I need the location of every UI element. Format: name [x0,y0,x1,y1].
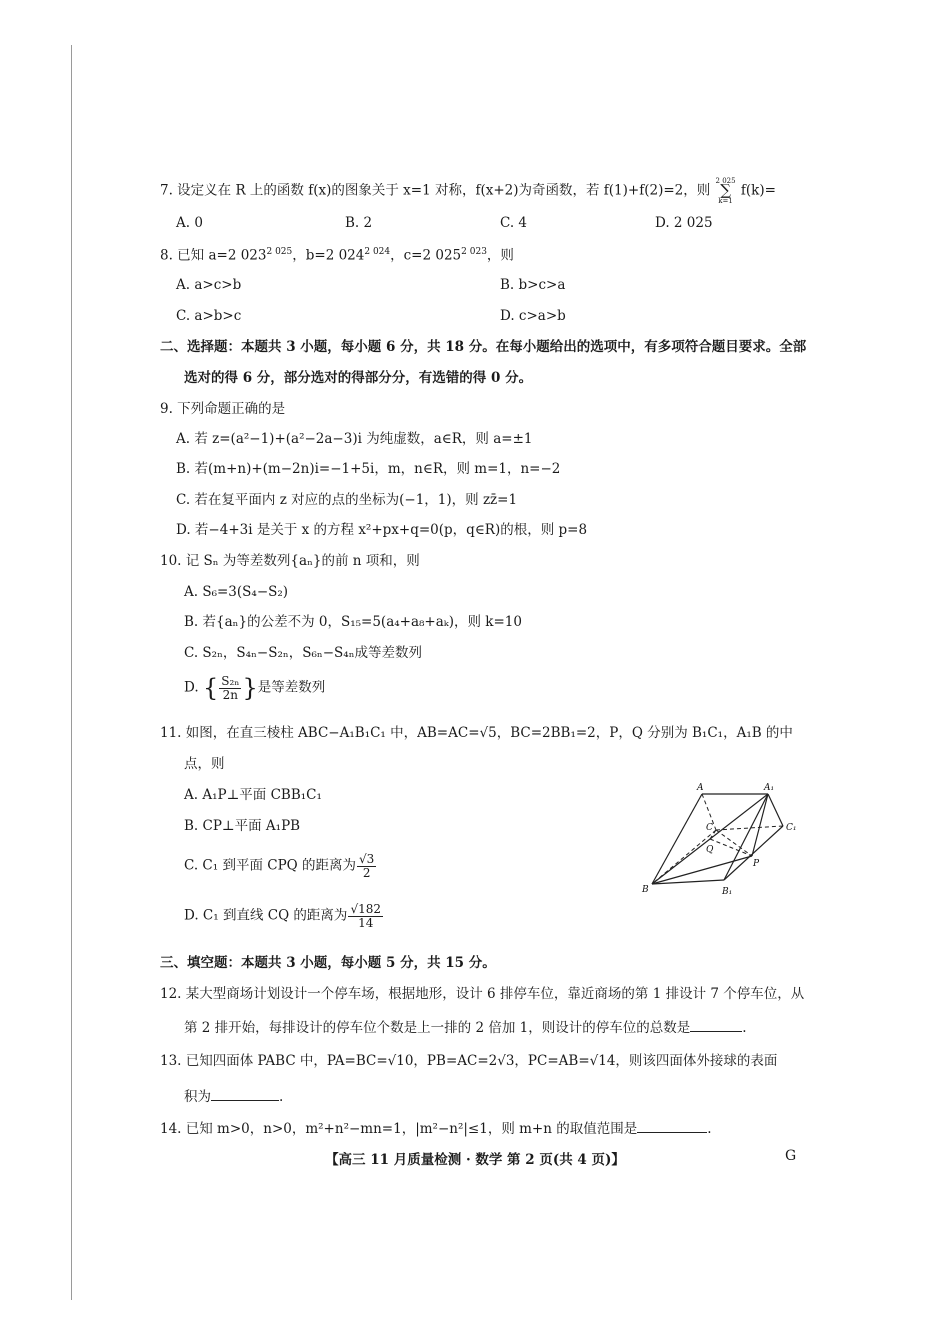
label-a: A [697,783,704,793]
q10-stem: 10. 记 Sₙ 为等差数列{aₙ}的前 n 项和，则 [160,553,420,569]
q9-option-c: C. 若在复平面内 z 对应的点的坐标为(−1，1)，则 zz̄=1 [176,492,518,508]
q7-option-a: A. 0 [176,215,203,231]
q7-option-c: C. 4 [500,215,528,231]
q13-line1: 13. 已知四面体 PABC 中，PA=BC=√10，PB=AC=2√3，PC=AB=√14，则该四面体外接球的表面 [160,1053,778,1069]
edge-a1-c1 [768,794,783,826]
section2-heading-line1: 二、选择题：本题共 3 小题，每小题 6 分，共 18 分。在每小题给出的选项中，有多项符合题目要求。全部 [160,339,807,355]
prism-figure [640,780,810,909]
q11-option-d: D. C₁ 到直线 CQ 的距离为 $\frac{√182}{14}$ [184,902,381,930]
q14-line1: 14. 已知 m>0，n>0，m²+n²−mn=1，|m²−n²|≤1，则 m+n 的取值范围是 . [160,1121,712,1137]
q7-option-b: B. 2 [345,215,373,231]
q11-option-c-fraction: $\frac{√3}{2}$ [359,852,375,880]
label-a1: A₁ [764,783,775,793]
q8-option-d: D. c>a>b [500,308,566,324]
q7-stem: 7. 设定义在 R 上的函数 f(x)的图象关于 x=1 对称，f(x+2)为奇函数，若 f(1)+f(2)=2，则 2 025 ∑ k=1 f(k)= [160,177,776,205]
q11-option-b: B. CP⊥平面 A₁PB [184,818,301,834]
q11-option-a: A. A₁P⊥平面 CBB₁C₁ [184,787,322,803]
edge-q-p-hidden [710,839,752,856]
label-q: Q [706,845,714,855]
q9-option-a: A. 若 z=(a²−1)+(a²−2a−3)i 为纯虚数，a∈R，则 a=±1 [176,431,533,447]
page-footer: 【高三 11 月质量检测 · 数学 第 2 页(共 4 页)】 [325,1152,625,1168]
version-tag: G [785,1148,797,1164]
q9-option-d: D. 若−4+3i 是关于 x 的方程 x²+px+q=0(p，q∈R)的根，则 p=8 [176,522,588,538]
q8-option-a: A. a>c>b [176,277,242,293]
q8-option-c: C. a>b>c [176,308,242,324]
q10-option-d-fraction: $\frac{\text{S₂ₙ}}{2n}$ [221,674,240,702]
q13-line2: 积为 . [184,1089,284,1105]
edge-a1-b1 [724,794,768,880]
q10-option-c: C. S₂ₙ，S₄ₙ−S₂ₙ，S₆ₙ−S₄ₙ成等差数列 [184,645,423,661]
q13-answer-blank[interactable] [211,1088,279,1101]
q9-stem: 9. 下列命题正确的是 [160,401,286,417]
q14-answer-blank[interactable] [637,1120,707,1133]
q12-answer-blank[interactable] [690,1019,742,1032]
q12-line2: 第 2 排开始，每排设计的停车位个数是上一排的 2 倍加 1，则设计的停车位的总数是 . [184,1020,747,1036]
prism-diagram [640,780,810,905]
q8-stem: 8. 已知 a=2 $023^{2 025}$，b=2 $024^{2 024}$，c=2 $025^{2 023}$，则 [160,247,514,264]
edge-c-b-hidden [652,830,716,884]
q10-option-b: B. 若{aₙ}的公差不为 0，S₁₅=5(a₄+a₈+aₖ)，则 k=10 [184,614,522,630]
edge-a-b [652,794,702,884]
q8-option-b: B. b>c>a [500,277,566,293]
summation-symbol: 2 025 ∑ k=1 [715,177,736,205]
q10-option-d: D. { $\frac{\text{S₂ₙ}}{2n}$ }是等差数列 [184,674,326,703]
q10-option-a: A. S₆=3(S₄−S₂) [184,584,289,600]
label-b: B [642,885,649,895]
q12-line1: 12. 某大型商场计划设计一个停车场，根据地形，设计 6 排停车位，靠近商场的第 1 排设计 7 个停车位，从 [160,986,805,1002]
label-p: P [753,859,760,869]
q11-stem-line1: 11. 如图，在直三棱柱 ABC−A₁B₁C₁ 中，AB=AC=√5，BC=2BB₁=2，P，Q 分别为 B₁C₁，A₁B 的中 [160,725,793,741]
q11-stem-line2: 点，则 [184,756,225,772]
q11-option-d-fraction: $\frac{√182}{14}$ [350,902,381,930]
label-c1: C₁ [786,823,797,833]
q7-option-d: D. 2 025 [655,215,713,231]
label-c: C [706,823,713,833]
margin-rule [71,45,72,1300]
label-b1: B₁ [722,887,733,897]
section2-heading-line2: 选对的得 6 分，部分选对的得部分分，有选错的得 0 分。 [184,370,533,386]
q9-option-b: B. 若(m+n)+(m−2n)i=−1+5i，m，n∈R，则 m=1，n=−2 [176,461,561,477]
edge-c1-b1 [724,826,783,880]
edge-c-p-hidden [716,830,752,856]
section3-heading: 三、填空题：本题共 3 小题，每小题 5 分，共 15 分。 [160,955,496,971]
q11-option-c: C. C₁ 到平面 CPQ 的距离为 $\frac{√3}{2}$ [184,852,375,880]
edge-p-b [652,856,752,884]
